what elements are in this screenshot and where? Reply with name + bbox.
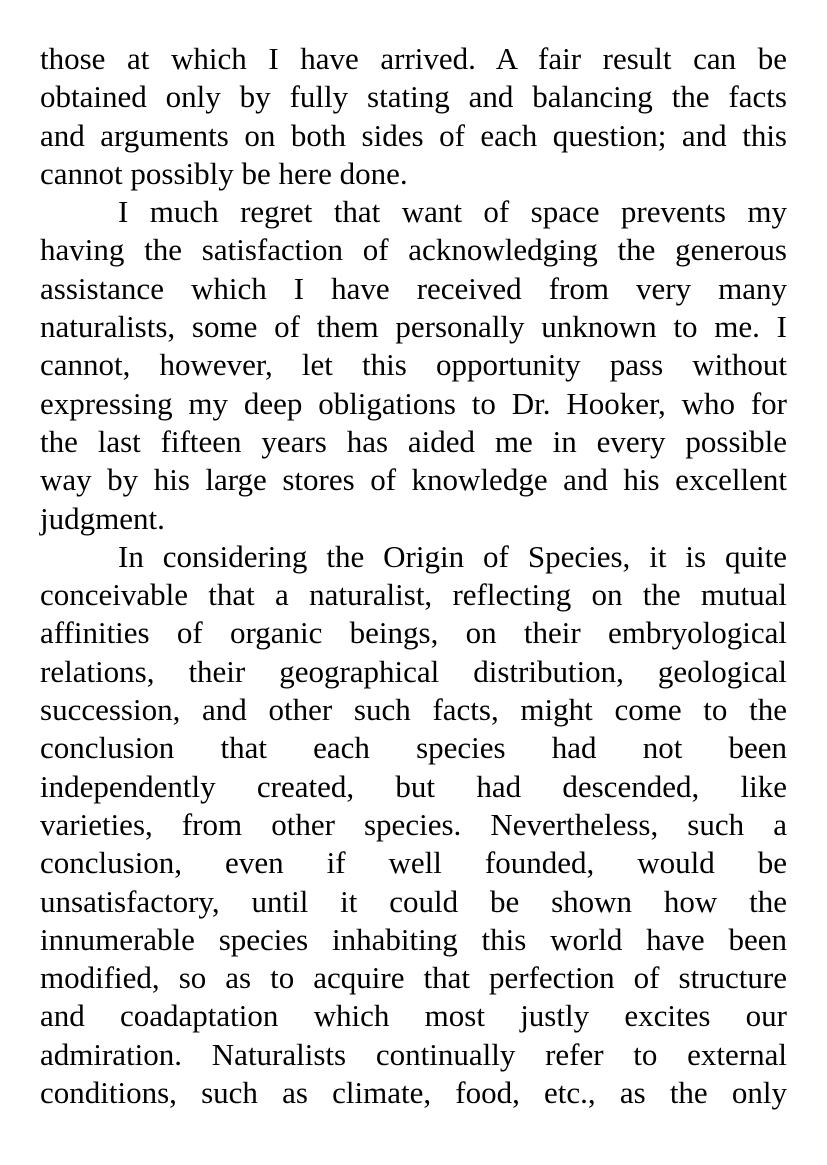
text-line: In considering the Origin of Species, it is quite — [118, 538, 787, 574]
text-line: expressing my deep obligations to Dr. Hooker, who for — [40, 385, 787, 421]
text-line: I much regret that want of space prevents my — [118, 194, 787, 230]
text-line: assistance which I have received from very many — [40, 270, 787, 306]
text-line: judgment. — [40, 500, 165, 536]
text-line: conclusion, even if well founded, would be — [40, 845, 787, 881]
document-page — [40, 40, 787, 1112]
text-line: cannot, however, let this opportunity pass without — [40, 347, 787, 383]
text-line: those at which I have arrived. A fair result can be — [40, 41, 787, 76]
text-line: innumerable species inhabiting this world have been — [40, 921, 787, 957]
text-line: way by his large stores of knowledge and his excellent — [40, 462, 787, 498]
text-line: modified, so as to acquire that perfection of structure — [40, 960, 787, 996]
text-line: independently created, but had descended, like — [40, 768, 787, 804]
text-line: the last fifteen years has aided me in every possible — [40, 423, 787, 459]
paragraph-2 — [40, 193, 787, 538]
text-line: cannot possibly be here done. — [40, 155, 408, 191]
text-line: affinities of organic beings, on their embryological — [40, 615, 787, 651]
text-line: and arguments on both sides of each question; and this — [40, 117, 787, 153]
paragraph-3 — [40, 538, 787, 1112]
text-line: conceivable that a naturalist, reflecting on the mutual — [40, 577, 787, 613]
text-line: conclusion that each species had not been — [40, 730, 787, 766]
text-line: conditions, such as climate, food, etc., as the only — [40, 1075, 787, 1111]
text-line: naturalists, some of them personally unknown to me. I — [40, 309, 787, 345]
text-line: and coadaptation which most justly excites our — [40, 998, 787, 1034]
text-line: unsatisfactory, until it could be shown how the — [40, 883, 787, 919]
text-line: having the satisfaction of acknowledging the generous — [40, 232, 787, 268]
text-line: relations, their geographical distribution, geological — [40, 653, 787, 689]
text-line: admiration. Naturalists continually refer to external — [40, 1036, 787, 1072]
paragraph-1 — [40, 40, 787, 193]
text-line: obtained only by fully stating and balancing the facts — [40, 79, 787, 115]
text-line: varieties, from other species. Nevertheless, such a — [40, 806, 787, 842]
text-line: succession, and other such facts, might come to the — [40, 692, 787, 728]
